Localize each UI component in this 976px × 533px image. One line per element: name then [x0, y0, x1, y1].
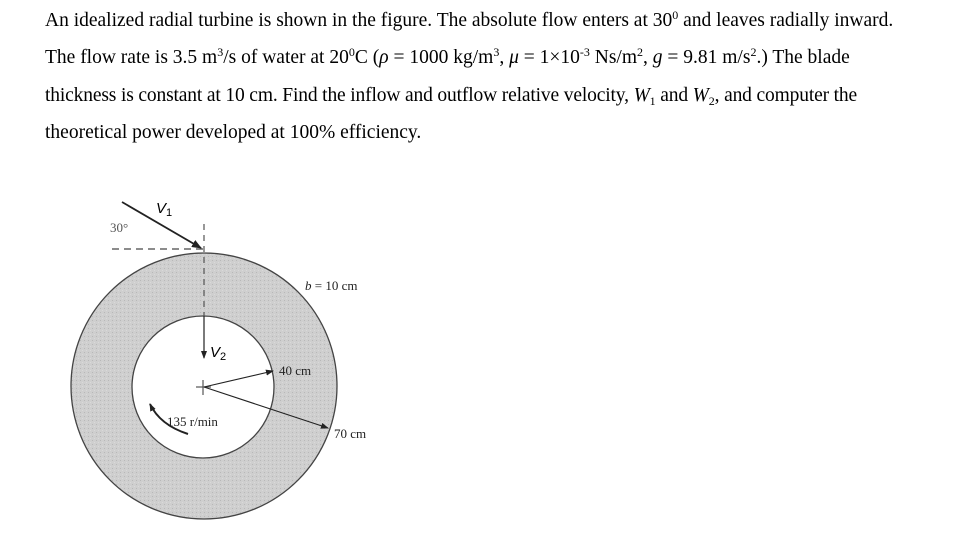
angle-label: 30° [110, 220, 129, 235]
v1-label: $V_1$ [156, 200, 173, 219]
problem-line-3: thickness is constant at 10 cm. Find the inflow and outflow relative velocity, $W_1$ and $W_2$, and computer the [45, 85, 858, 108]
problem-line-1: An idealized radial turbine is shown in the figure. The absolute flow enters at $30^0$ and leaves radially inward. [45, 8, 894, 31]
rotation-label: 135 r/min [167, 414, 218, 429]
v2-label: $V_2$ [210, 344, 227, 363]
blade-width-label: b = 10 cm [305, 278, 358, 293]
inner-radius-label: 40 cm [279, 363, 312, 378]
problem-line-2: The flow rate is 3.5 $m^3/s$ of water at $20^0C$ (ρ = 1000 $kg/m^3$, $\mu = 1\times 10^{-3}$ $Ns/m^2$, g = 9.81 $m/s^2$.) The blade [45, 45, 850, 68]
outer-radius-label: 70 cm [334, 426, 367, 441]
problem-line-4: theoretical power developed at 100% efficiency. [45, 122, 422, 143]
